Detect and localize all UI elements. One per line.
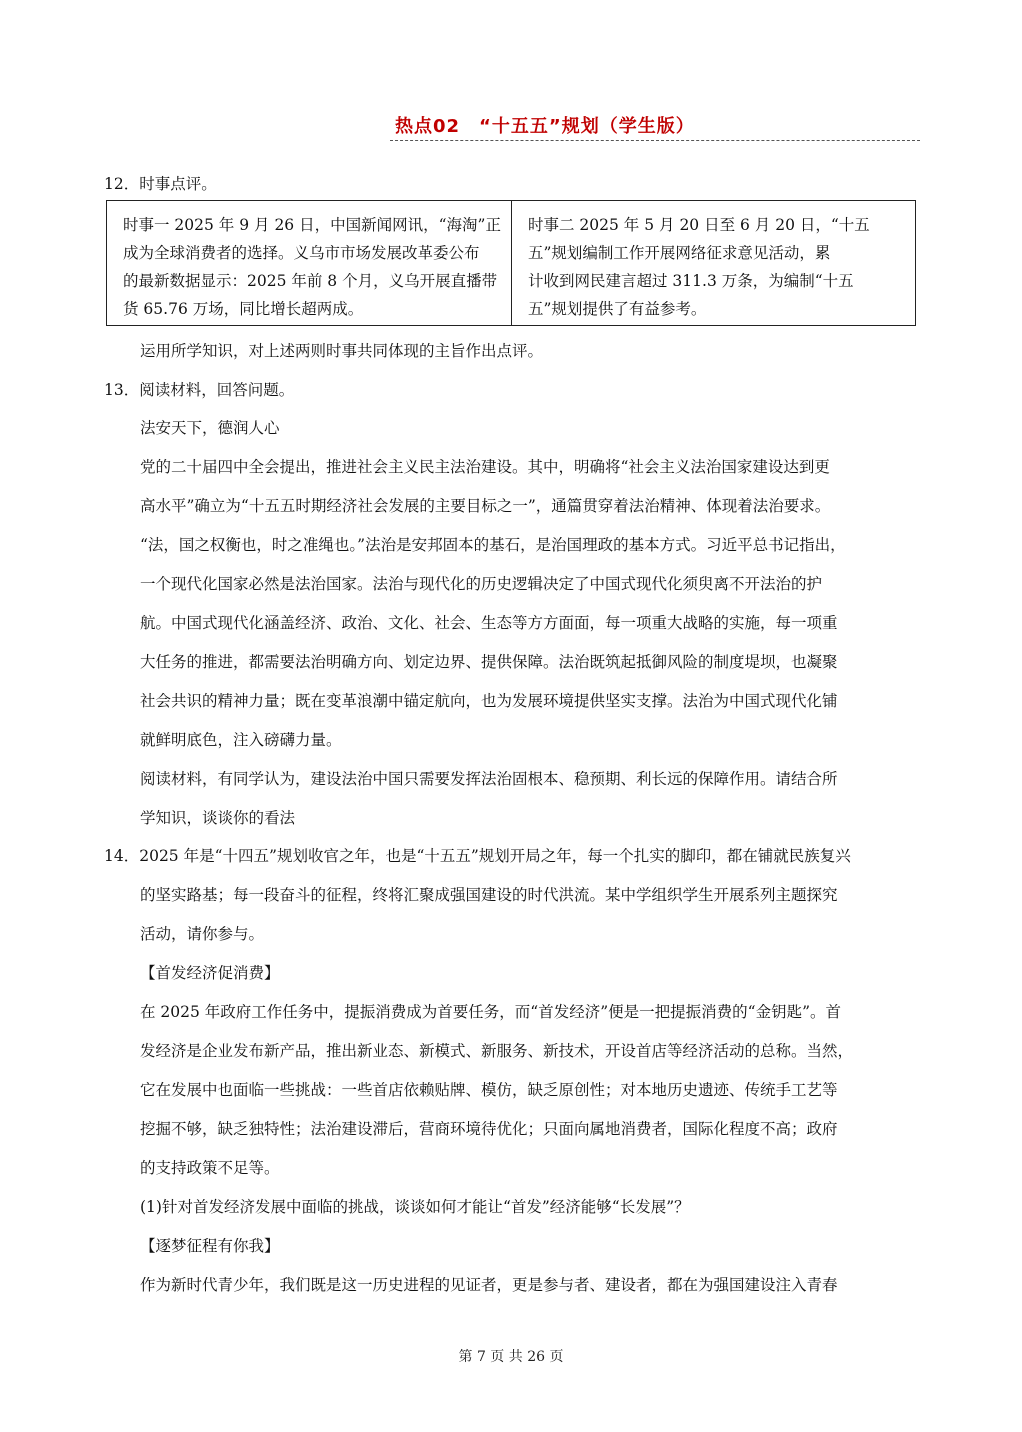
paragraph-line: 大任务的推进，都需要法治明确方向、划定边界、提供保障。法治既筑起抵御风险的制度堤坝，也凝聚	[140, 653, 838, 671]
paragraph-line: 作为新时代青少年，我们既是这一历史进程的见证者，更是参与者、建设者，都在为强国建设注入青春	[140, 1276, 838, 1294]
paragraph-line: 航。中国式现代化涵盖经济、政治、文化、社会、生态等方方面面，每一项重大战略的实施，每一项重	[140, 614, 838, 632]
question-13-prompt-line: 阅读材料，有同学认为，建设法治中国只需要发挥法治固根本、稳预期、利长远的保障作用。请结合所	[140, 770, 838, 788]
question-12-prompt: 运用所学知识，对上述两则时事共同体现的主旨作出点评。	[140, 342, 544, 360]
section-title-first-launch-economy: 【首发经济促消费】	[140, 964, 280, 982]
cell-line: 时事一 2025 年 9 月 26 日，中国新闻网讯，“海淘”正	[123, 216, 501, 234]
question-14-intro-line: 14．2025 年是“十四五”规划收官之年，也是“十五五”规划开局之年，每一个扎实的脚印，都在铺就民族复兴	[104, 847, 851, 865]
cell-line: 的最新数据显示：2025 年前 8 个月，义乌开展直播带	[123, 272, 498, 290]
cell-line: 时事二 2025 年 5 月 20 日至 6 月 20 日，“十五	[528, 216, 870, 234]
paragraph-line: “法，国之权衡也，时之准绳也。”法治是安邦固本的基石，是治国理政的基本方式。习近平总书记指出，	[140, 536, 846, 554]
cell-line: 五”规划提供了有益参考。	[528, 300, 707, 318]
current-event-1-cell	[107, 201, 511, 325]
paragraph-line: 一个现代化国家必然是法治国家。法治与现代化的历史逻辑决定了中国式现代化须臾离不开法治的护	[140, 575, 823, 593]
paragraph-line: 它在发展中也面临一些挑战：一些首店依赖贴牌、模仿，缺乏原创性；对本地历史遗迹、传统手工艺等	[140, 1081, 838, 1099]
cell-line: 货 65.76 万场，同比增长超两成。	[123, 300, 364, 318]
cell-line: 五”规划编制工作开展网络征求意见活动，累	[528, 244, 831, 262]
page-title: 热点02 “十五五”规划（学生版）	[395, 116, 695, 137]
section-title-dream-journey: 【逐梦征程有你我】	[140, 1237, 280, 1255]
paragraph-line: 的支持政策不足等。	[140, 1159, 280, 1177]
current-events-table	[106, 200, 916, 326]
cell-line: 成为全球消费者的选择。义乌市市场发展改革委公布	[123, 244, 480, 262]
paragraph-line: 在 2025 年政府工作任务中，提振消费成为首要任务，而“首发经济”便是一把提振消费的“金钥匙”。首	[140, 1003, 841, 1021]
paragraph-line: 发经济是企业发布新产品，推出新业态、新模式、新服务、新技术，开设首店等经济活动的总称。当然，	[140, 1042, 854, 1060]
paragraph-line: 就鲜明底色，注入磅礴力量。	[140, 731, 342, 749]
current-event-2-cell	[511, 201, 915, 325]
paragraph-line: 挖掘不够，缺乏独特性；法治建设滞后，营商环境待优化；只面向属地消费者，国际化程度不高；政府	[140, 1120, 838, 1138]
question-14-intro-line: 活动，请你参与。	[140, 925, 265, 943]
page-number: 第 7 页 共 26 页	[458, 1349, 564, 1365]
paragraph-line: 社会共识的精神力量；既在变革浪潮中锚定航向，也为发展环境提供坚实支撑。法治为中国式现代化铺	[140, 692, 838, 710]
paragraph-line: 党的二十届四中全会提出，推进社会主义民主法治建设。其中，明确将“社会主义法治国家建设达到更	[140, 458, 830, 476]
question-12-number: 12．时事点评。	[104, 175, 217, 193]
sub-question-1: (1)针对首发经济发展中面临的挑战，谈谈如何才能让“首发”经济能够“长发展”？	[140, 1198, 690, 1216]
paragraph-line: 高水平”确立为“十五五时期经济社会发展的主要目标之一”，通篇贯穿着法治精神、体现着法治要求。	[140, 497, 831, 515]
question-13-prompt-line: 学知识，谈谈你的看法	[140, 809, 296, 827]
header-divider	[390, 140, 920, 141]
cell-line: 计收到网民建言超过 311.3 万条，为编制“十五	[528, 272, 854, 290]
question-13-subtitle: 法安天下，德润人心	[140, 419, 280, 437]
question-13-number: 13．阅读材料，回答问题。	[104, 381, 295, 399]
question-14-intro-line: 的坚实路基；每一段奋斗的征程，终将汇聚成强国建设的时代洪流。某中学组织学生开展系列主题探究	[140, 886, 838, 904]
